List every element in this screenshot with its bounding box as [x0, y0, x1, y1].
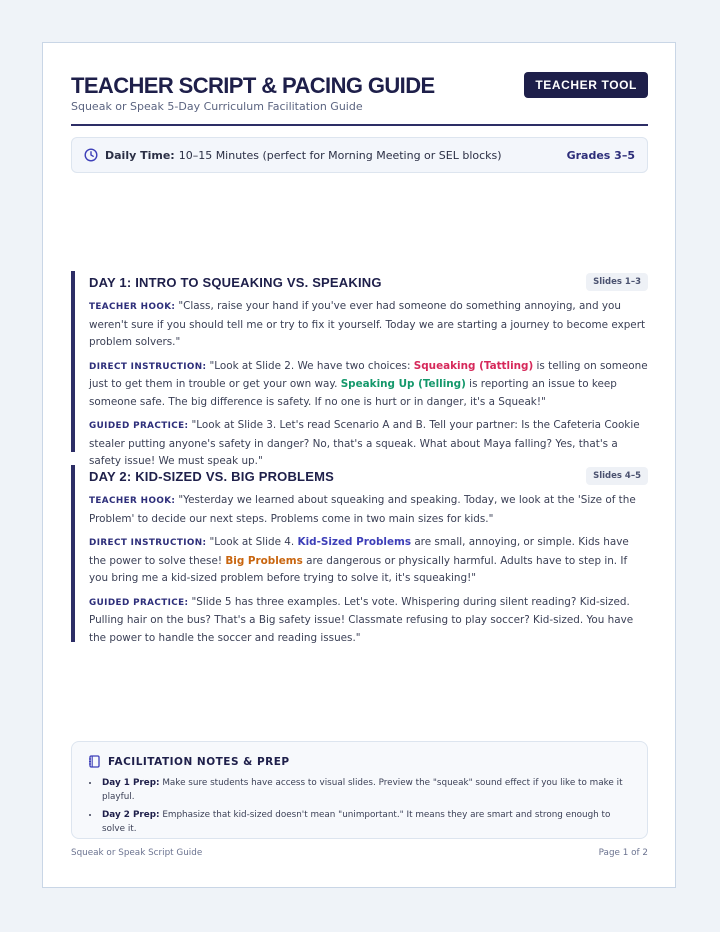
guided-practice-label: GUIDED PRACTICE: [89, 421, 189, 431]
daily-time-label: Daily Time: [105, 148, 175, 162]
teacher-hook-label: TEACHER HOOK: [89, 302, 176, 312]
day-2-teacher-hook [89, 492, 648, 528]
note-text: Emphasize that kid-sized doesn't mean "unimportant." It means they are smart and strong enough to solve it. [102, 810, 611, 834]
day-1-section [71, 271, 648, 467]
day-1-guided-practice [89, 417, 648, 471]
footer-guide-name: Squeak or Speak Script Guide [71, 848, 203, 858]
guided-practice-label: GUIDED PRACTICE: [89, 597, 189, 608]
instruction-text: "Look at Slide 4. [209, 536, 298, 548]
footer-page-number: Page 1 of 2 [598, 848, 648, 858]
instruction-text: is reporting an issue to keep someone safe. The big difference is safety. If no one is hurt or in danger, it's a Squeak!" [89, 378, 617, 408]
day-1-direct-instruction [89, 358, 648, 412]
instruction-text: are dangerous or physically harmful. Adults have to step in. If you bring me a kid-sized problem before trying to solve it, it's squeaking!" [89, 554, 628, 584]
guided-practice-text: "Slide 5 has three examples. Let's vote. Whispering during silent reading? Kid-sized. Pulling hair on the bus? That's a Big safety issue! Classmate refusing to play soccer? Kid-sized. You have the power to handle the soccer and reading issues." [89, 595, 634, 644]
day-2-slides-badge: Slides 4–5 [586, 467, 648, 485]
day-2-section [71, 465, 648, 642]
grades-label: Grades 3–5 [566, 148, 635, 162]
instruction-text: is telling on someone just to get them in trouble or get your own way. [89, 359, 648, 390]
day-2-title: DAY 2: KID-SIZED VS. BIG PROBLEMS [89, 468, 334, 484]
list-item [100, 776, 631, 804]
page-title: TEACHER SCRIPT & PACING GUIDE [71, 73, 435, 98]
daily-time-value: 10–15 Minutes (perfect for Morning Meeting or SEL blocks) [178, 148, 502, 162]
day-1-title: DAY 1: INTRO TO SQUEAKING VS. SPEAKING [89, 274, 382, 290]
big-problems-highlight: Big Problems [225, 554, 303, 567]
instruction-text: "Look at Slide 2. We have two choices: [209, 359, 414, 372]
teacher-hook-text: "Yesterday we learned about squeaking and speaking. Today, we look at the 'Size of the Problem' to decide our next steps. Problems come in two main sizes for kids." [89, 494, 636, 525]
direct-instruction-label: DIRECT INSTRUCTION: [89, 361, 207, 372]
note-label: Day 1 Prep: [102, 778, 160, 788]
teacher-hook-label: TEACHER HOOK: [89, 496, 176, 506]
notes-list [88, 776, 631, 836]
page-subtitle: Squeak or Speak 5-Day Curriculum Facilitation Guide [71, 100, 363, 113]
day-2-guided-practice [89, 594, 648, 648]
teacher-tool-badge: TEACHER TOOL [524, 72, 648, 98]
teacher-hook-text: "Class, raise your hand if you've ever had someone do something annoying, and you weren't sure if you should tell me or try to fix it yourself. Today we are starting a journey to become expert problem solvers." [89, 300, 646, 348]
notes-title: FACILITATION NOTES & PREP [108, 755, 290, 768]
guided-practice-text: "Look at Slide 3. Let's read Scenario A and B. Tell your partner: Is the Cafeteria Cookie stealer putting anyone's safety in danger? No, that's a squeak. What about Maya falling? Yes, that's a safety issue! We must speak up." [89, 419, 640, 467]
direct-instruction-label: DIRECT INSTRUCTION: [89, 538, 207, 548]
speaking-up-highlight: Speaking Up (Telling) [340, 378, 466, 390]
daily-time-banner [71, 137, 648, 173]
header-divider [71, 124, 648, 126]
kid-sized-highlight: Kid-Sized Problems [297, 536, 412, 548]
guide-page [42, 42, 676, 888]
day-2-direct-instruction [89, 534, 648, 588]
day-1-teacher-hook [89, 298, 648, 352]
list-item [100, 808, 631, 836]
note-label: Day 2 Prep: [102, 810, 160, 820]
day-1-slides-badge: Slides 1–3 [586, 273, 648, 291]
book-icon [88, 755, 101, 768]
squeaking-highlight: Squeaking (Tattling) [413, 359, 534, 372]
facilitation-notes-box [71, 741, 648, 839]
note-text: Make sure students have access to visual slides. Preview the "squeak" sound effect if you like to make it playful. [102, 778, 623, 802]
clock-icon [84, 148, 98, 162]
instruction-text: are small, annoying, or simple. Kids have the power to solve these! [89, 536, 629, 567]
